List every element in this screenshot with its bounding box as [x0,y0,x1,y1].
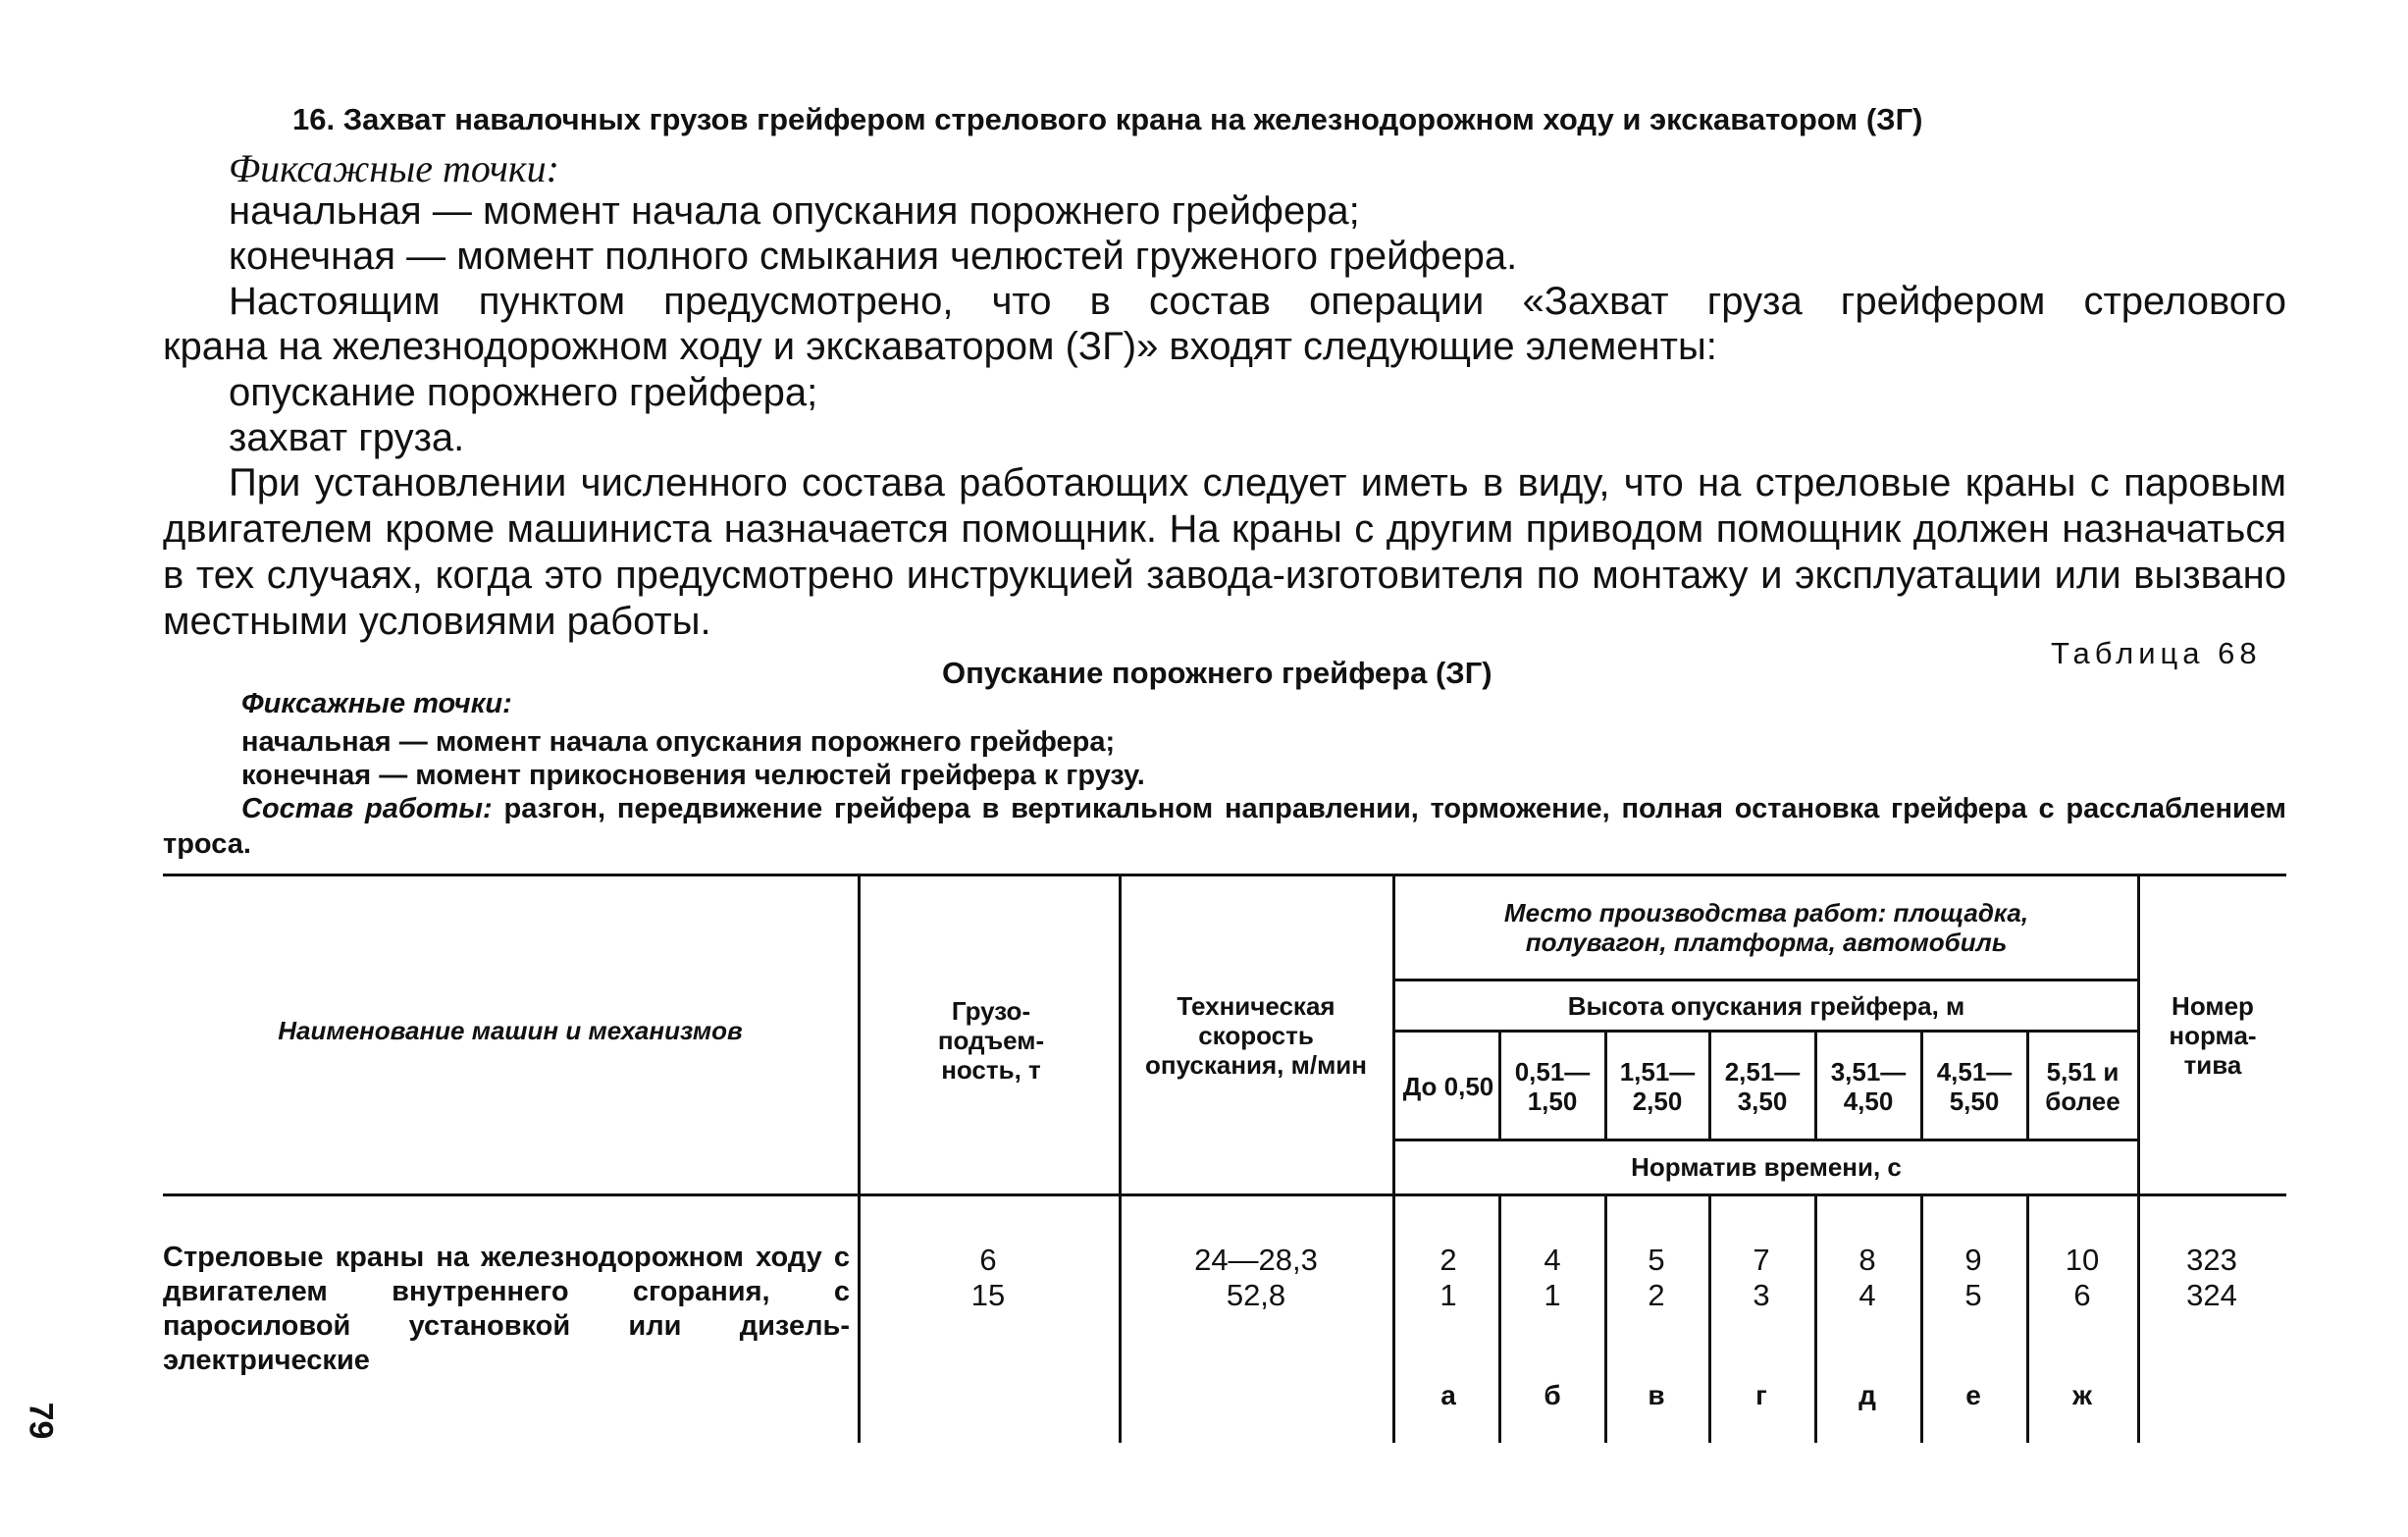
element-2: захват груза. [229,416,465,459]
speed-1: 24—28,3 [1194,1243,1318,1277]
fix-end-text: конечная — момент полного смыкания челюстей груженого грейфера. [229,235,1518,278]
letter-2: б [1544,1380,1561,1410]
header-speed: Техническая скорость опускания, м/мин [1144,991,1367,1080]
col-sep-r1b [1498,1193,1501,1443]
header-place: Место производства работ: площадка, полувагон, платформа, автомобиль [1503,898,2029,957]
letter-3: в [1648,1380,1665,1410]
letter-6: е [1965,1380,1981,1410]
col-sep-r6 [2026,1030,2029,1139]
speed-2: 52,8 [1226,1278,1286,1312]
range-1: До 0,50 [1402,1072,1494,1101]
header-height: Высота опускания грейфера, м [1567,991,1965,1021]
section-title: 16. Захват навалочных грузов грейфером стрелового крана на железнодорожном ходу и экскаватором (ЗГ) [292,102,1923,136]
val-1-1: 2 [1440,1243,1457,1277]
col-sep-r5 [1920,1030,1923,1139]
val-1-4: 7 [1753,1243,1770,1277]
col-sep-r4b [1814,1193,1817,1443]
letter-5: д [1858,1380,1876,1410]
val-1-2: 4 [1544,1243,1561,1277]
table-number: Таблица 68 [2051,636,2262,670]
header-bottom-rule [163,1193,2286,1196]
letter-7: ж [2072,1380,2092,1410]
letter-4: г [1755,1380,1767,1410]
col-sep-4 [2137,874,2140,1443]
col-sep-r5b [1920,1193,1923,1443]
header-norm-number: Номер норма-тива [2169,991,2257,1080]
paragraph-2: При установлении численного состава работающих следует иметь в виду, что на стреловые краны с паровым двигателем кроме машиниста назначается помощник. На краны с другим приводом помощник должен назначаться в тех случаях, когда это предусмотрено инструкцией завода-изготовителя по монтажу и эксплуатации или вызвано местными условиями работы. [163,461,2286,643]
fix-start-text: начальная — момент начала опускания порожнего грейфера; [229,189,1360,233]
val-2-5: 4 [1858,1278,1876,1312]
letter-1: а [1440,1380,1456,1410]
val-2-1: 1 [1440,1278,1457,1312]
col-sep-1 [858,874,861,1443]
val-1-3: 5 [1648,1243,1665,1277]
norm-number-2: 324 [2186,1278,2237,1312]
row-machine-name: Стреловые краны на железнодорожном ходу с двигателем внутреннего сгорания, с паросиловой установкой или дизель-электрические [163,1242,850,1376]
capacity-2: 15 [970,1278,1006,1312]
table-fix-start: начальная — момент начала опускания порожнего грейфера; [241,726,1116,758]
col-sep-r2 [1604,1030,1607,1139]
col-sep-r4 [1814,1030,1817,1139]
range-3: 1,51— 2,50 [1619,1057,1696,1116]
work-text: разгон, передвижение грейфера в вертикальном направлении, торможение, полная остановка грейфера с расслаблением троса. [163,793,2286,860]
paragraph-1-line-2: крана на железнодорожном ходу и экскаватором (ЗГ)» входят следующие элементы: [163,325,1717,368]
range-2: 0,51— 1,50 [1514,1057,1591,1116]
val-1-7: 10 [2065,1243,2100,1277]
table-title: Опускание порожнего грейфера (ЗГ) [942,656,1492,690]
header-norm-time: Норматив времени, с [1631,1152,1902,1182]
rule-under-place [1392,979,2137,981]
table-top-rule [163,874,2286,876]
fix-points-heading: Фиксажные точки: [229,146,559,190]
range-4: 2,51— 3,50 [1724,1057,1801,1116]
val-1-5: 8 [1858,1243,1876,1277]
val-2-3: 2 [1648,1278,1665,1312]
work-label: Состав работы: [241,793,493,824]
norm-number-1: 323 [2186,1243,2237,1277]
col-sep-r3 [1708,1030,1711,1139]
val-2-7: 6 [2073,1278,2091,1312]
table-fix-points-heading: Фиксажные точки: [241,688,512,719]
col-sep-r1 [1498,1030,1501,1139]
val-1-6: 9 [1964,1243,1982,1277]
col-sep-2 [1119,874,1122,1443]
page-number: 79 [22,1402,60,1440]
range-7: 5,51 и более [2045,1057,2120,1116]
range-5: 3,51— 4,50 [1830,1057,1907,1116]
col-sep-r3b [1708,1193,1711,1443]
header-capacity: Грузо-подъем-ность, т [937,996,1045,1085]
table-fix-end: конечная — момент прикосновения челюстей грейфера к грузу. [241,760,1145,791]
range-6: 4,51— 5,50 [1936,1057,2013,1116]
val-2-4: 3 [1753,1278,1770,1312]
work-composition [163,791,2286,862]
header-name: Наименование машин и механизмов [278,1016,743,1045]
paragraph-1-line-1: Настоящим пунктом предусмотрено, что в состав операции «Захват груза грейфером стрелового [229,280,2286,323]
rule-under-ranges [1392,1139,2137,1141]
val-2-6: 5 [1964,1278,1982,1312]
capacity-1: 6 [979,1243,997,1277]
element-1: опускание порожнего грейфера; [229,371,818,414]
val-2-2: 1 [1544,1278,1561,1312]
col-sep-r6b [2026,1193,2029,1443]
